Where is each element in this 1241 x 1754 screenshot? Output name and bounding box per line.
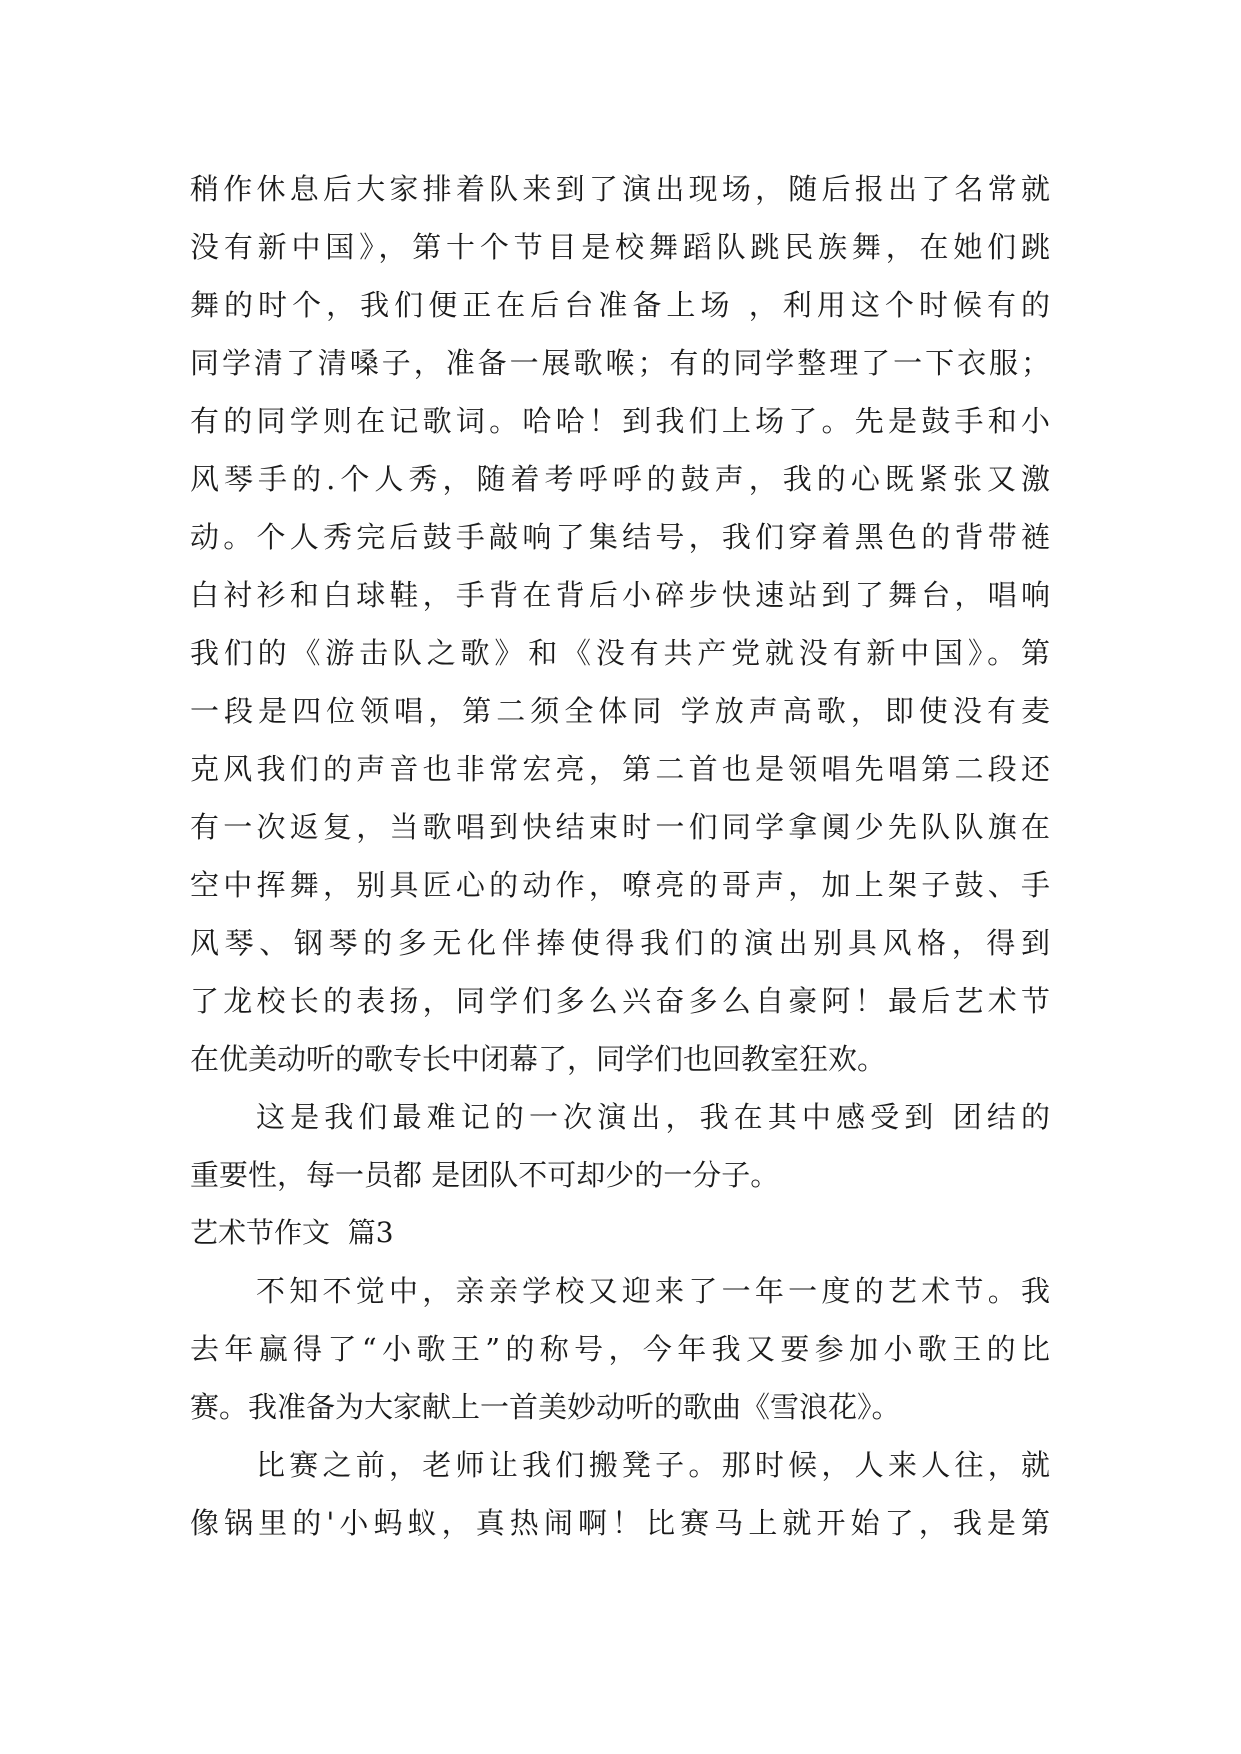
text-line: 一段是四位领唱，第二须全体同 学放声高歌，即使没有麦 bbox=[190, 694, 1050, 728]
text-line: 克风我们的声音也非常宏亮，第二首也是领唱先唱第二段还 bbox=[190, 752, 1050, 786]
essay-text bbox=[190, 160, 1050, 1552]
text-line: 我们的《游击队之歌》和《没有共产党就没有新中国》。第 bbox=[190, 636, 1050, 670]
text-line: 同学清了清嗓子，准备一展歌喉；有的同学整理了一下衣服； bbox=[190, 346, 1050, 380]
text-line: 这是我们最难记的一次演出，我在其中感受到 团结的 bbox=[256, 1100, 1050, 1134]
text-line: 没有新中国》，第十个节目是校舞蹈队跳民族舞，在她们跳 bbox=[190, 230, 1050, 264]
paragraph-1 bbox=[190, 160, 1050, 1088]
text-line: 稍作休息后大家排着队来到了演出现场，随后报出了名常就 bbox=[190, 172, 1050, 206]
text-line: 像锅里的'小蚂蚁，真热闹啊！比赛马上就开始了，我是第 bbox=[190, 1506, 1050, 1540]
paragraph-4 bbox=[190, 1436, 1050, 1552]
text-line: 赛。我准备为大家献上一首美妙动听的歌曲《雪浪花》。 bbox=[190, 1390, 901, 1424]
paragraph-2 bbox=[190, 1088, 1050, 1204]
text-line: 重要性，每一员都 是团队不可却少的一分子。 bbox=[190, 1158, 780, 1192]
text-line: 动。个人秀完后鼓手敲响了集结号，我们穿着黑色的背带裢 bbox=[190, 520, 1050, 554]
text-line: 在优美动听的歌专长中闭幕了，同学们也回教室狂欢。 bbox=[190, 1042, 887, 1076]
text-line: 去年赢得了“小歌王”的称号，今年我又要参加小歌王的比 bbox=[190, 1332, 1050, 1366]
text-line: 空中挥舞，别具匠心的动作，嘹亮的哥声，加上架子鼓、手 bbox=[190, 868, 1050, 902]
section-heading: 艺术节作文 篇3 bbox=[190, 1216, 394, 1249]
text-line: 有的同学则在记歌词。哈哈！到我们上场了。先是鼓手和小 bbox=[190, 404, 1050, 438]
text-line: 比赛之前，老师让我们搬凳子。那时候，人来人往，就 bbox=[256, 1448, 1050, 1482]
text-line: 风琴手的.个人秀，随着考呼呼的鼓声，我的心既紧张又激 bbox=[190, 462, 1050, 496]
text-line: 白衬衫和白球鞋，手背在背后小碎步快速站到了舞台，唱响 bbox=[190, 578, 1050, 612]
text-line: 有一次返复，当歌唱到快结束时一们同学拿阒少先队队旗在 bbox=[190, 810, 1050, 844]
text-line: 不知不觉中，亲亲学校又迎来了一年一度的艺术节。我 bbox=[256, 1274, 1050, 1308]
text-line: 了龙校长的表扬，同学们多么兴奋多么自豪阿！最后艺术节 bbox=[190, 984, 1050, 1018]
paragraph-3 bbox=[190, 1262, 1050, 1436]
text-line: 风琴、钢琴的多无化伴捧使得我们的演出别具风格，得到 bbox=[190, 926, 1050, 960]
text-line: 舞的时个，我们便正在后台准备上场 ，利用这个时候有的 bbox=[190, 288, 1050, 322]
